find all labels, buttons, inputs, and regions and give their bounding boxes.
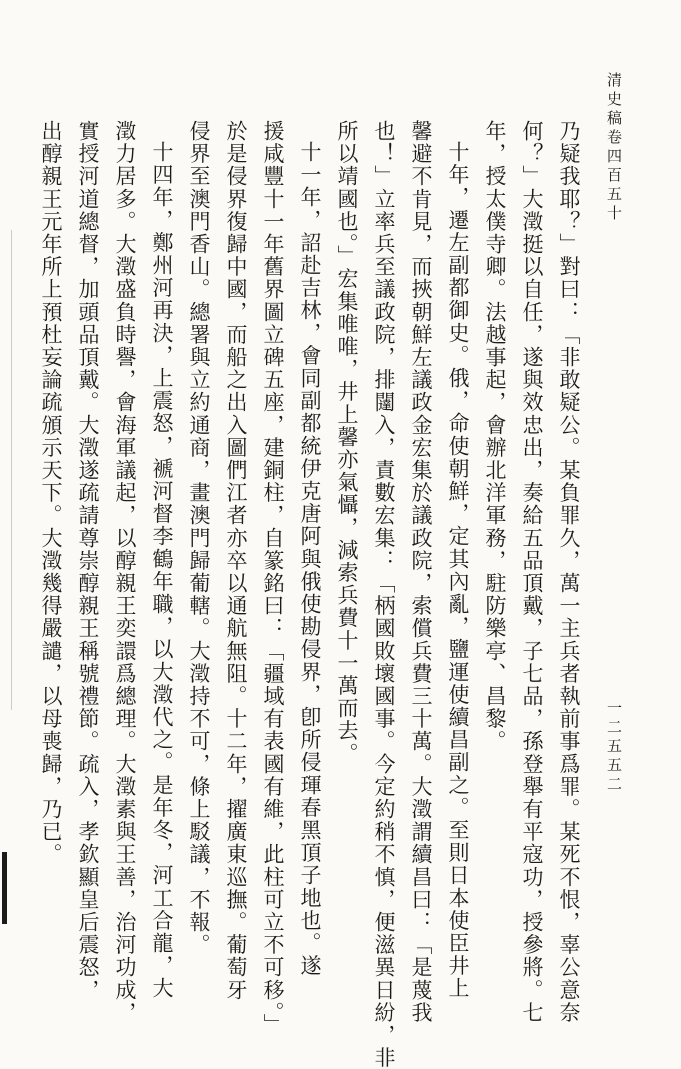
text-column-13: 澂力居多。大澂盛負時譽，會海軍議起，以醇親王奕譞爲總理。大澂素與王善，治河功成， [113,120,137,1024]
text-column-6: 也！」立率兵至議政院，排闥入，責數宏集：「柄國敗壞國事。今定約稍不慎，便滋異日紛，非 [372,120,396,1069]
text-column-4: 十年，遷左副都御史。俄，命使朝鮮，定其內亂，鹽運使續昌副之。至則日本使臣井上 [446,141,470,1000]
text-column-11: 侵界至澳門香山。總署與立約通商，畫澳門歸葡轄。大澂持不可，條上駁議，不報。 [187,120,211,957]
scan-edge-mark [2,852,7,924]
text-column-5: 馨避不肯見，而挾朝鮮左議政金宏集於議政院，索償兵費三十萬。大澂謂續昌曰：「是蔑我 [409,120,433,1024]
text-column-1: 乃疑我耶？」對曰：「非敢疑公。某負罪久，萬一主兵者執前事爲罪。某死不恨，辜公意奈 [557,120,581,1024]
text-column-8: 十一年，詔赴吉林，會同副都統伊克唐阿與俄使勘侵界，卽所侵琿春黑頂子地也。遂 [298,141,322,978]
running-header-book-title: 清史稿卷四百五十 [605,72,623,224]
text-column-10: 於是侵界復歸中國，而船之出入圖們江者亦卒以通航無阻。十二年，擢廣東巡撫。葡萄牙 [224,120,248,1002]
text-column-9: 援咸豐十一年舊界圖立碑五座，建銅柱，自篆銘曰：「疆域有表國有維，此柱可立不可移。」 [261,120,285,1037]
text-column-12: 十四年，鄭州河再決，上震怒，褫河督李鶴年職，以大澂代之。是年冬，河工合龍，大 [150,141,174,1000]
text-column-14: 實授河道總督，加頭品頂戴。大澂遂疏請尊崇醇親王稱號禮節。疏入，孝欽顯皇后震怒， [76,120,100,1002]
text-column-2: 何？」大澂挺以自任，遂與效忠出，奏給五品頂戴，子七品，孫登舉有平寇功，授參將。七 [520,120,544,1024]
text-column-3: 年，授太僕寺卿。法越事起，會辦北洋軍務，駐防樂亭、昌黎。 [483,120,507,753]
page-gutter-shadow [11,230,12,710]
text-column-7: 所以靖國也。」宏集唯唯，井上馨亦氣懾，減索兵費十一萬而去。 [335,120,359,765]
text-column-15: 出醇親王元年所上預杜妄論疏頒示天下。大澂幾得嚴譴，以母喪歸，乃已。 [39,120,63,866]
page-number: 一二五五二 [605,700,623,795]
